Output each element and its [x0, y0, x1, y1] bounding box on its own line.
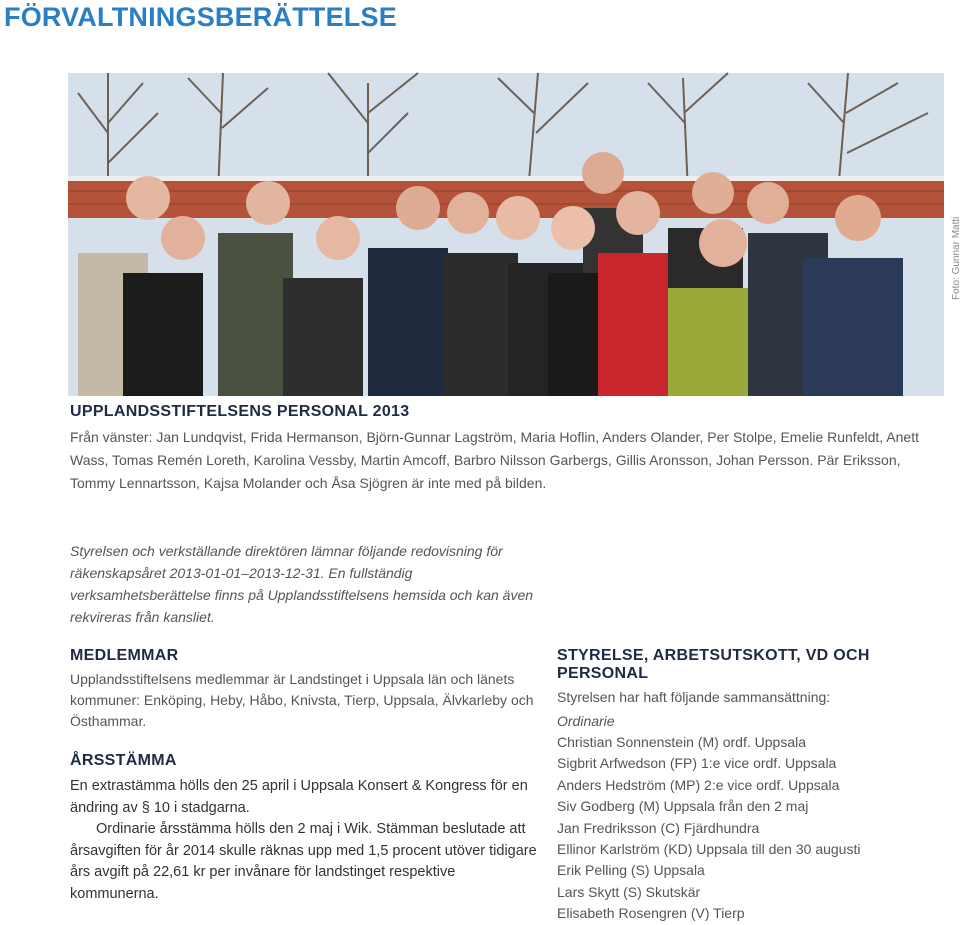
- board-member: Siv Godberg (M) Uppsala från den 2 maj: [557, 798, 809, 815]
- board-member: Erik Pelling (S) Uppsala: [557, 862, 705, 879]
- board-member: Lars Skytt (S) Skutskär: [557, 883, 701, 900]
- board-member: Anders Hedström (MP) 2:e vice ordf. Uppsala: [557, 776, 840, 793]
- right-column: [557, 647, 947, 925]
- page-title: FÖRVALTNINGSBERÄTTELSE: [4, 2, 397, 32]
- group-photo: [68, 73, 944, 396]
- arsstamma-paragraph-2: Ordinarie årsstämma hölls den 2 maj i Wik. Stämman beslutade att årsavgiften för år 2014 skulle räknas upp med 1,5 procent utöver tidigare års avgift på 22,61 kr per invånare för landstinget respektive kommunerna.: [70, 821, 537, 902]
- medlemmar-heading: MEDLEMMAR: [70, 647, 179, 664]
- styrelse-intro: Styrelsen har haft följande sammansättning:: [557, 689, 831, 705]
- arsstamma-heading: ÅRSSTÄMMA: [70, 752, 177, 769]
- arsstamma-paragraph-1: En extrastämma hölls den 25 april i Uppsala Konsert & Kongress för en ändring av § 10 i stadgarna.: [70, 778, 528, 816]
- board-member: Jan Fredriksson (C) Fjärdhundra: [557, 819, 760, 836]
- board-member: Ellinor Karlström (KD) Uppsala till den 30 augusti: [557, 841, 861, 858]
- caption-text: Från vänster: Jan Lundqvist, Frida Hermanson, Björn-Gunnar Lagström, Maria Hoflin, Anders Olander, Per Stolpe, Emelie Runfeldt, Anett Wass, Tomas Remén Loreth, Karolina Vessby, Martin Amcoff, Barbro Nilsson Garbergs, Gillis Aronsson, Johan Persson. Pär Eriksson, Tommy Lennartsson, Kajsa Molander och Åsa Sjögren är inte med på bilden.: [70, 429, 919, 491]
- caption-heading: UPPLANDSSTIFTELSENS PERSONAL 2013: [70, 403, 410, 420]
- board-member: Sigbrit Arfwedson (FP) 1:e vice ordf. Uppsala: [557, 755, 837, 772]
- board-member: Christian Sonnenstein (M) ordf. Uppsala: [557, 734, 807, 750]
- styrelse-subheading: Ordinarie: [557, 713, 615, 729]
- styrelse-heading: STYRELSE, ARBETSUTSKOTT, VD OCH PERSONAL: [557, 647, 870, 682]
- board-member-list: [557, 732, 947, 925]
- intro-paragraph: Styrelsen och verkställande direktören lämnar följande redovisning för räkenskapsåret 2013-01-01–2013-12-31. En fullständig verksamhetsberättelse finns på Upplandsstiftelsens hemsida och kan även rekvireras från kansliet.: [70, 543, 534, 625]
- board-member: Elisabeth Rosengren (V) Tierp: [557, 905, 745, 922]
- medlemmar-text: Upplandsstiftelsens medlemmar är Landstinget i Uppsala län och länets kommuner: Enköping, Heby, Håbo, Knivsta, Tierp, Uppsala, Älvkarleby och Östhammar.: [70, 671, 534, 729]
- left-column: [70, 647, 540, 905]
- photo-credit: Foto: Gunnar Matti: [951, 216, 962, 300]
